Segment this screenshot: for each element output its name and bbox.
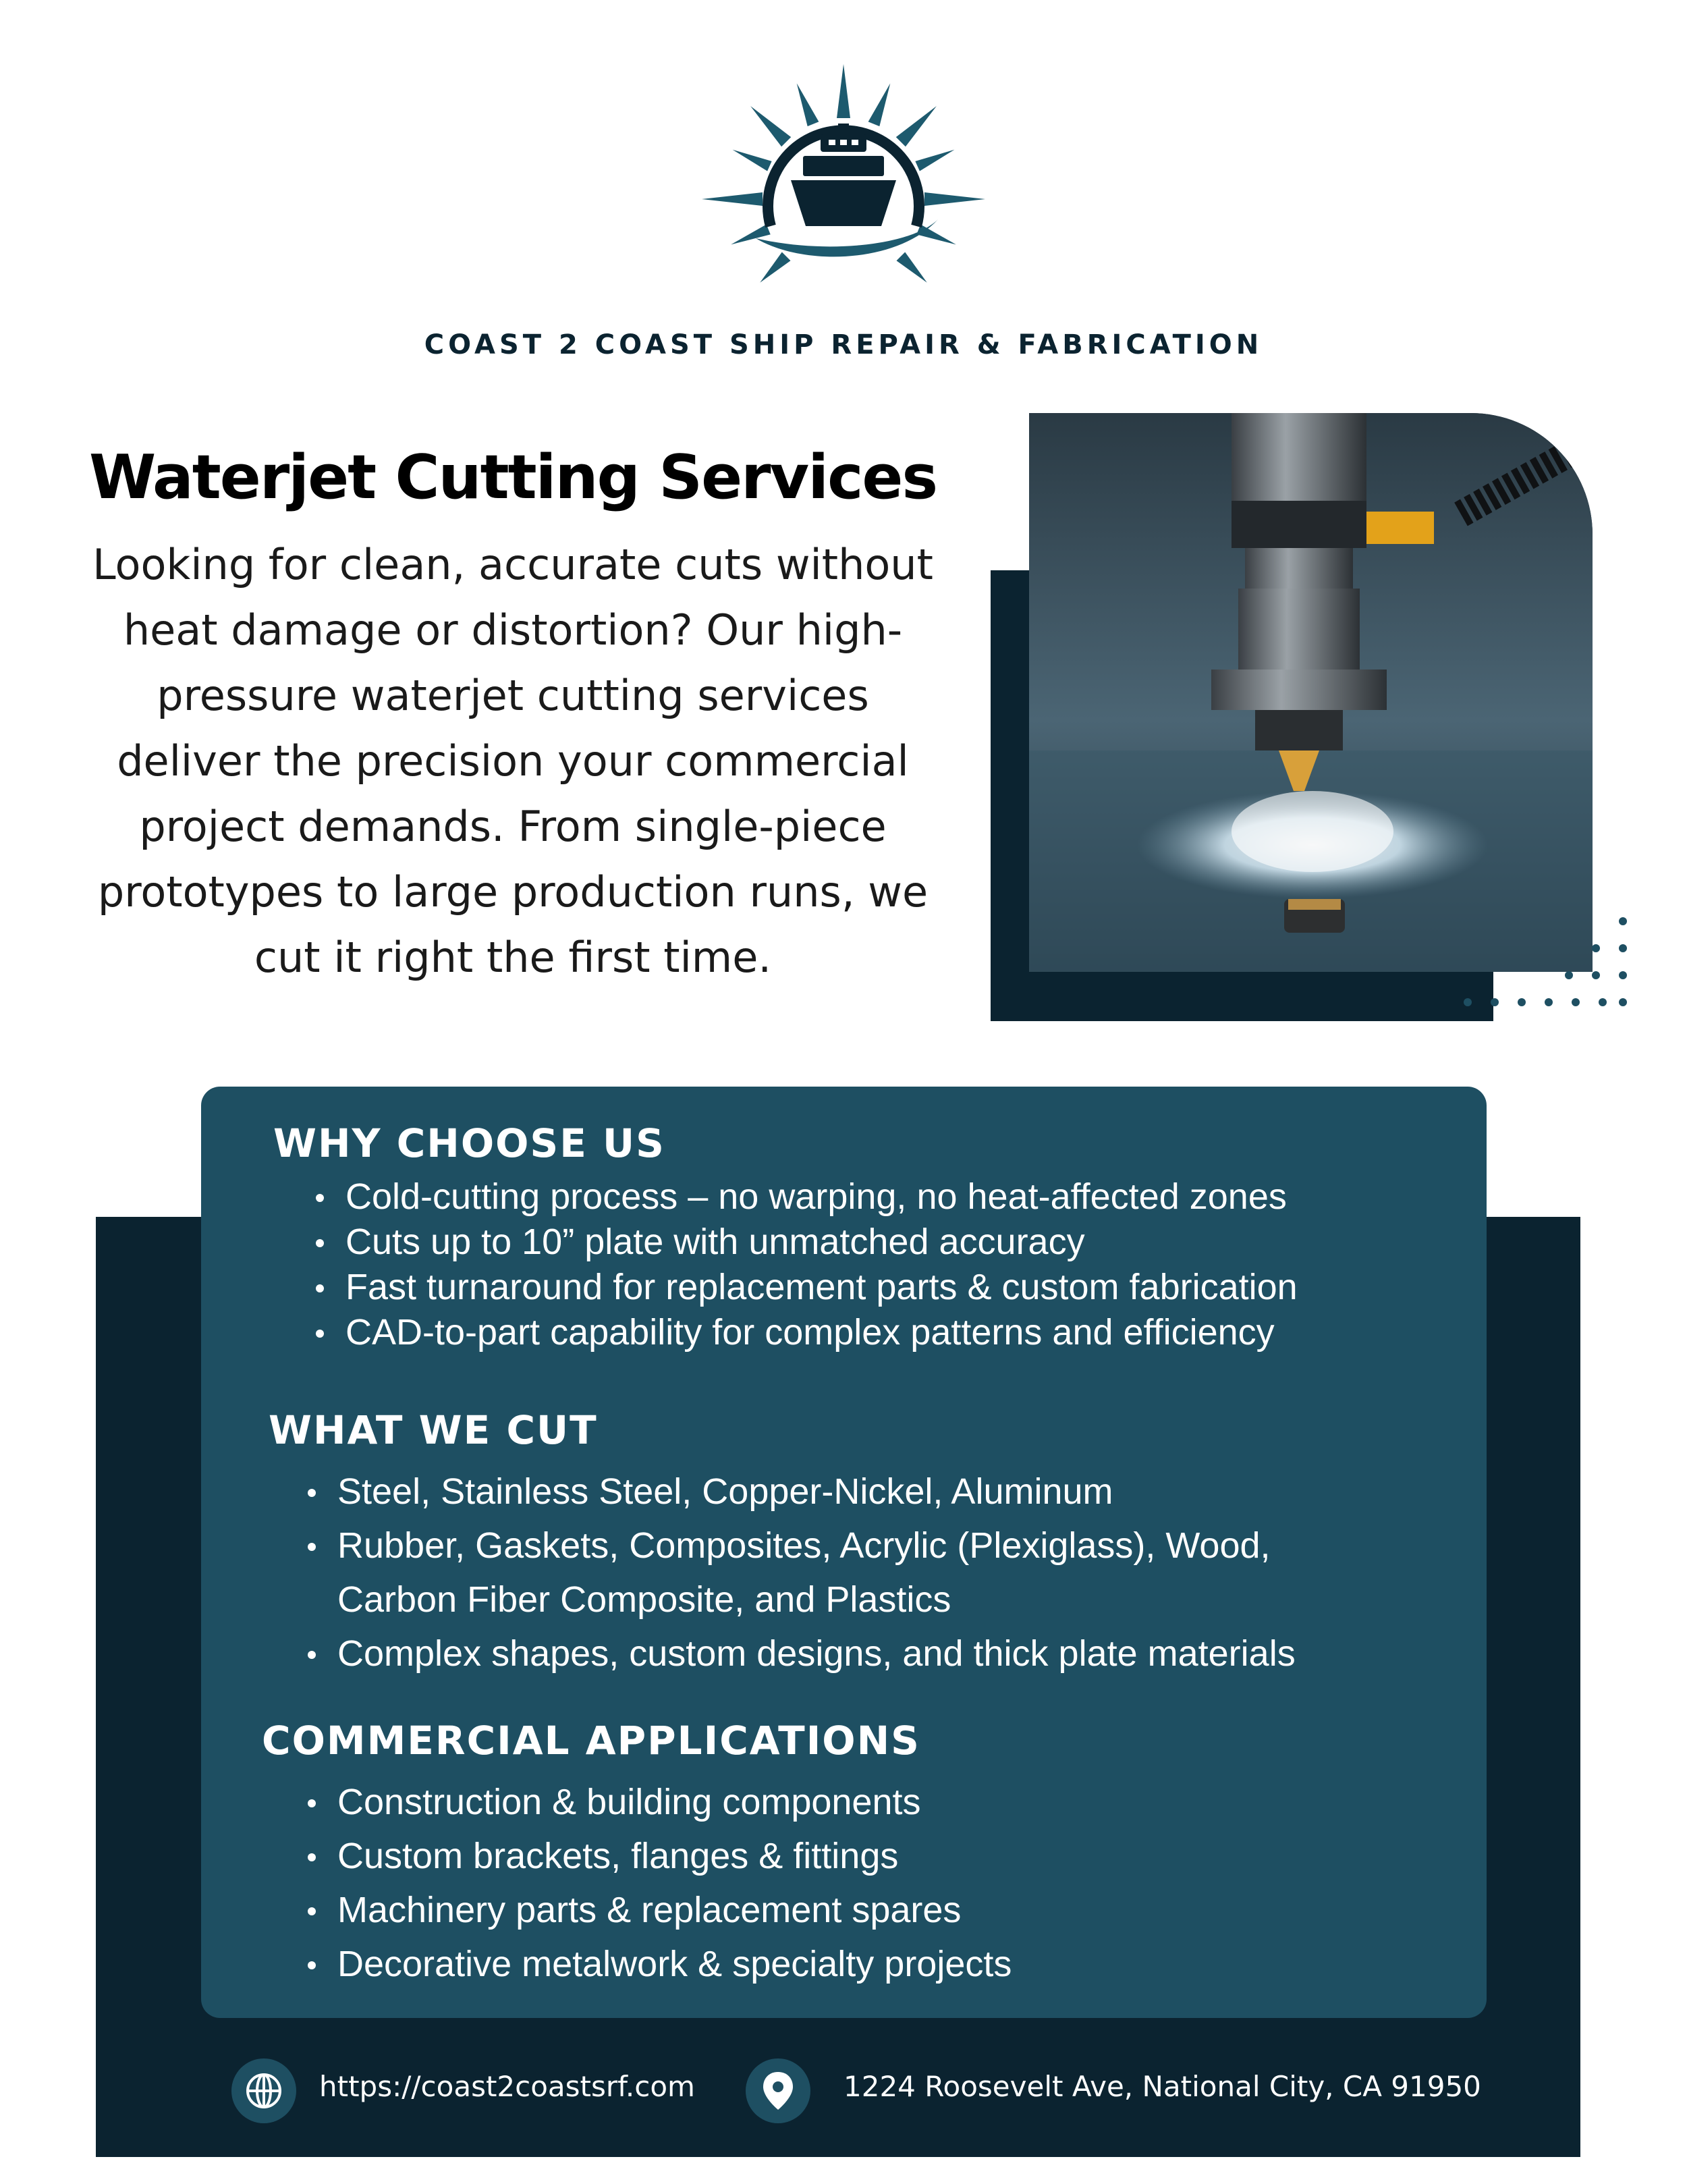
- what-we-cut-heading: WHAT WE CUT: [269, 1407, 598, 1453]
- what-we-cut-list: [302, 1465, 1296, 1681]
- location-pin-icon: [746, 2058, 810, 2123]
- list-item: Fast turnaround for replacement parts & custom fabrication: [310, 1265, 1298, 1310]
- why-choose-us-list: [310, 1174, 1298, 1355]
- waterjet-photo: [1029, 413, 1593, 972]
- list-item: Decorative metalwork & specialty projects: [302, 1937, 1012, 1991]
- list-item-continuation: Carbon Fiber Composite, and Plastics: [337, 1579, 951, 1620]
- list-item: Steel, Stainless Steel, Copper-Nickel, Aluminum: [302, 1465, 1296, 1519]
- list-item: Cuts up to 10” plate with unmatched accuracy: [310, 1220, 1298, 1265]
- decorative-dots: [1461, 908, 1630, 1022]
- list-item: Construction & building components: [302, 1775, 1012, 1829]
- commercial-applications-list: [302, 1775, 1012, 1991]
- list-item: Rubber, Gaskets, Composites, Acrylic (Plexiglass), Wood,: [302, 1519, 1296, 1573]
- company-logo: [682, 30, 1005, 327]
- list-item: Custom brackets, flanges & fittings: [302, 1829, 1012, 1883]
- page-title: Waterjet Cutting Services: [88, 442, 937, 513]
- commercial-applications-heading: COMMERCIAL APPLICATIONS: [262, 1718, 920, 1764]
- brand-name: COAST 2 COAST SHIP REPAIR & FABRICATION: [424, 329, 1263, 360]
- intro-paragraph: Looking for clean, accurate cuts without heat damage or distortion? Our high-pressure waterjet cutting services deliver the precision your commercial project demands. From single-piece prototypes to large production runs, we cut it right the first time.: [92, 540, 933, 982]
- list-item: CAD-to-part capability for complex patterns and efficiency: [310, 1310, 1298, 1355]
- globe-icon: [231, 2058, 296, 2123]
- why-choose-us-heading: WHY CHOOSE US: [273, 1120, 665, 1166]
- website-link[interactable]: https://coast2coastsrf.com: [319, 2070, 695, 2103]
- address-text: 1224 Roosevelt Ave, National City, CA 91950: [844, 2070, 1481, 2103]
- list-item: Machinery parts & replacement spares: [302, 1883, 1012, 1937]
- list-item: Complex shapes, custom designs, and thick plate materials: [302, 1627, 1296, 1681]
- list-item: Cold-cutting process – no warping, no heat-affected zones: [310, 1174, 1298, 1220]
